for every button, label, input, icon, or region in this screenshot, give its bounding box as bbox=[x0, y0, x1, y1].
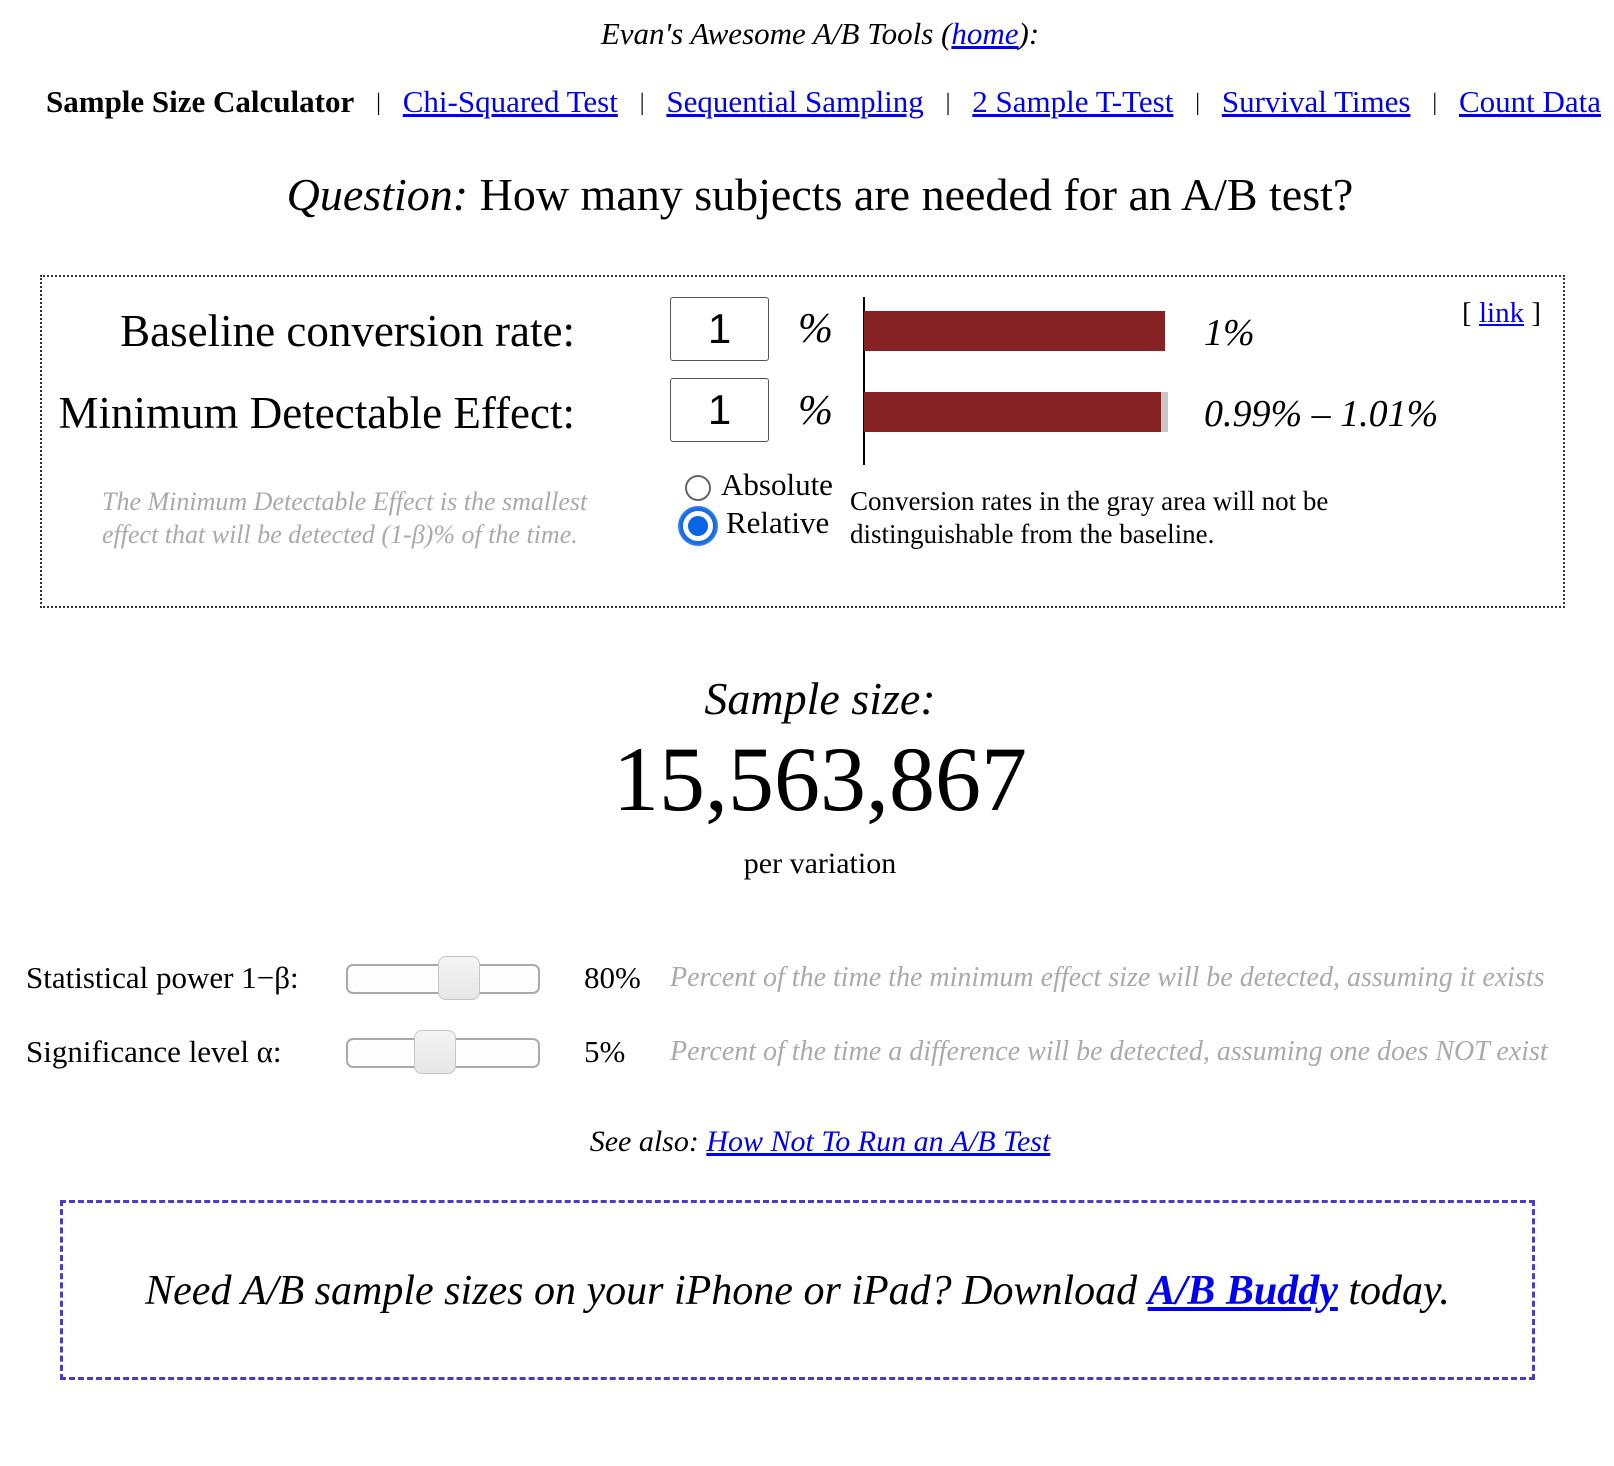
significance-row bbox=[26, 1030, 1614, 1074]
promo-text-suffix: today. bbox=[1337, 1268, 1450, 1314]
radio-absolute[interactable] bbox=[685, 475, 711, 501]
baseline-bar bbox=[864, 311, 1165, 351]
nav-link-t-test[interactable]: 2 Sample T-Test bbox=[972, 84, 1174, 119]
power-slider[interactable] bbox=[346, 964, 540, 994]
nav-link-survival-times[interactable]: Survival Times bbox=[1221, 84, 1411, 119]
nav-separator: | bbox=[945, 90, 951, 116]
nav-link-chi-squared[interactable]: Chi-Squared Test bbox=[402, 84, 618, 119]
significance-slider[interactable] bbox=[346, 1038, 540, 1068]
mde-unit: % bbox=[798, 388, 833, 434]
sample-size-value: 15,563,867 bbox=[613, 728, 1027, 830]
gray-area-note: Conversion rates in the gray area will not be distinguishable from the baseline. bbox=[850, 486, 1329, 549]
permalink-link[interactable]: link bbox=[1478, 297, 1525, 329]
sample-size-label: Sample size: bbox=[704, 673, 936, 724]
home-link[interactable]: home bbox=[951, 16, 1019, 51]
power-description: Percent of the time the minimum effect size will be detected, assuming it exists bbox=[670, 962, 1545, 993]
input-panel bbox=[40, 275, 1565, 608]
question-text: How many subjects are needed for an A/B test? bbox=[468, 169, 1354, 220]
header-title-prefix: Evan's Awesome A/B Tools ( bbox=[600, 16, 952, 51]
promo-text bbox=[63, 1267, 1532, 1315]
permalink bbox=[1462, 297, 1541, 330]
significance-label: Significance level α: bbox=[26, 1034, 282, 1069]
permalink-open-bracket: [ bbox=[1462, 297, 1479, 329]
mode-absolute-option[interactable] bbox=[678, 467, 833, 503]
see-also bbox=[0, 1125, 1614, 1159]
mde-description: The Minimum Detectable Effect is the smallest effect that will be detected (1-β)% of the time. bbox=[102, 487, 588, 549]
see-also-prefix: See also: bbox=[589, 1125, 707, 1158]
nav-separator: | bbox=[639, 90, 645, 116]
tool-nav bbox=[46, 84, 1614, 120]
promo-box bbox=[60, 1200, 1535, 1380]
header-title-suffix: ): bbox=[1018, 16, 1040, 51]
mode-absolute-label: Absolute bbox=[721, 467, 833, 502]
nav-link-count-data[interactable]: Count Data bbox=[1458, 84, 1602, 119]
see-also-link[interactable]: How Not To Run an A/B Test bbox=[706, 1125, 1051, 1158]
baseline-input[interactable] bbox=[670, 297, 769, 361]
mde-bar bbox=[864, 392, 1161, 432]
nav-current-tool: Sample Size Calculator bbox=[46, 84, 355, 119]
baseline-label: Baseline conversion rate: bbox=[120, 306, 575, 356]
power-slider-thumb[interactable] bbox=[438, 956, 480, 1000]
significance-value: 5% bbox=[584, 1034, 626, 1069]
power-label: Statistical power 1−β: bbox=[26, 960, 299, 995]
mde-bar-value: 0.99% – 1.01% bbox=[1204, 393, 1439, 435]
nav-separator: | bbox=[1432, 90, 1438, 116]
mde-gray-area-bar bbox=[1161, 392, 1168, 432]
nav-separator: | bbox=[1195, 90, 1200, 116]
mde-input[interactable] bbox=[670, 378, 769, 442]
power-value: 80% bbox=[584, 960, 641, 995]
baseline-unit: % bbox=[798, 306, 833, 352]
significance-description: Percent of the time a difference will be detected, assuming one does NOT exist bbox=[670, 1036, 1548, 1067]
mode-relative-option[interactable] bbox=[678, 505, 829, 544]
mde-label: Minimum Detectable Effect: bbox=[58, 388, 575, 438]
promo-text-main: Need A/B sample sizes on your iPhone or iPad? Download bbox=[145, 1268, 1148, 1314]
baseline-bar-value: 1% bbox=[1204, 312, 1255, 354]
mode-relative-label: Relative bbox=[726, 505, 830, 540]
question-prefix: Question: bbox=[286, 169, 469, 220]
nav-separator: | bbox=[376, 90, 381, 116]
ab-buddy-link[interactable]: A/B Buddy bbox=[1147, 1268, 1338, 1314]
radio-relative-selected[interactable] bbox=[680, 508, 716, 544]
permalink-close-bracket: ] bbox=[1524, 297, 1541, 329]
power-row bbox=[26, 956, 1614, 1000]
nav-link-sequential-sampling[interactable]: Sequential Sampling bbox=[666, 84, 924, 119]
significance-slider-thumb[interactable] bbox=[414, 1030, 456, 1074]
question-heading bbox=[0, 168, 1614, 221]
site-header bbox=[0, 16, 1614, 52]
sample-size-unit: per variation bbox=[743, 847, 897, 880]
